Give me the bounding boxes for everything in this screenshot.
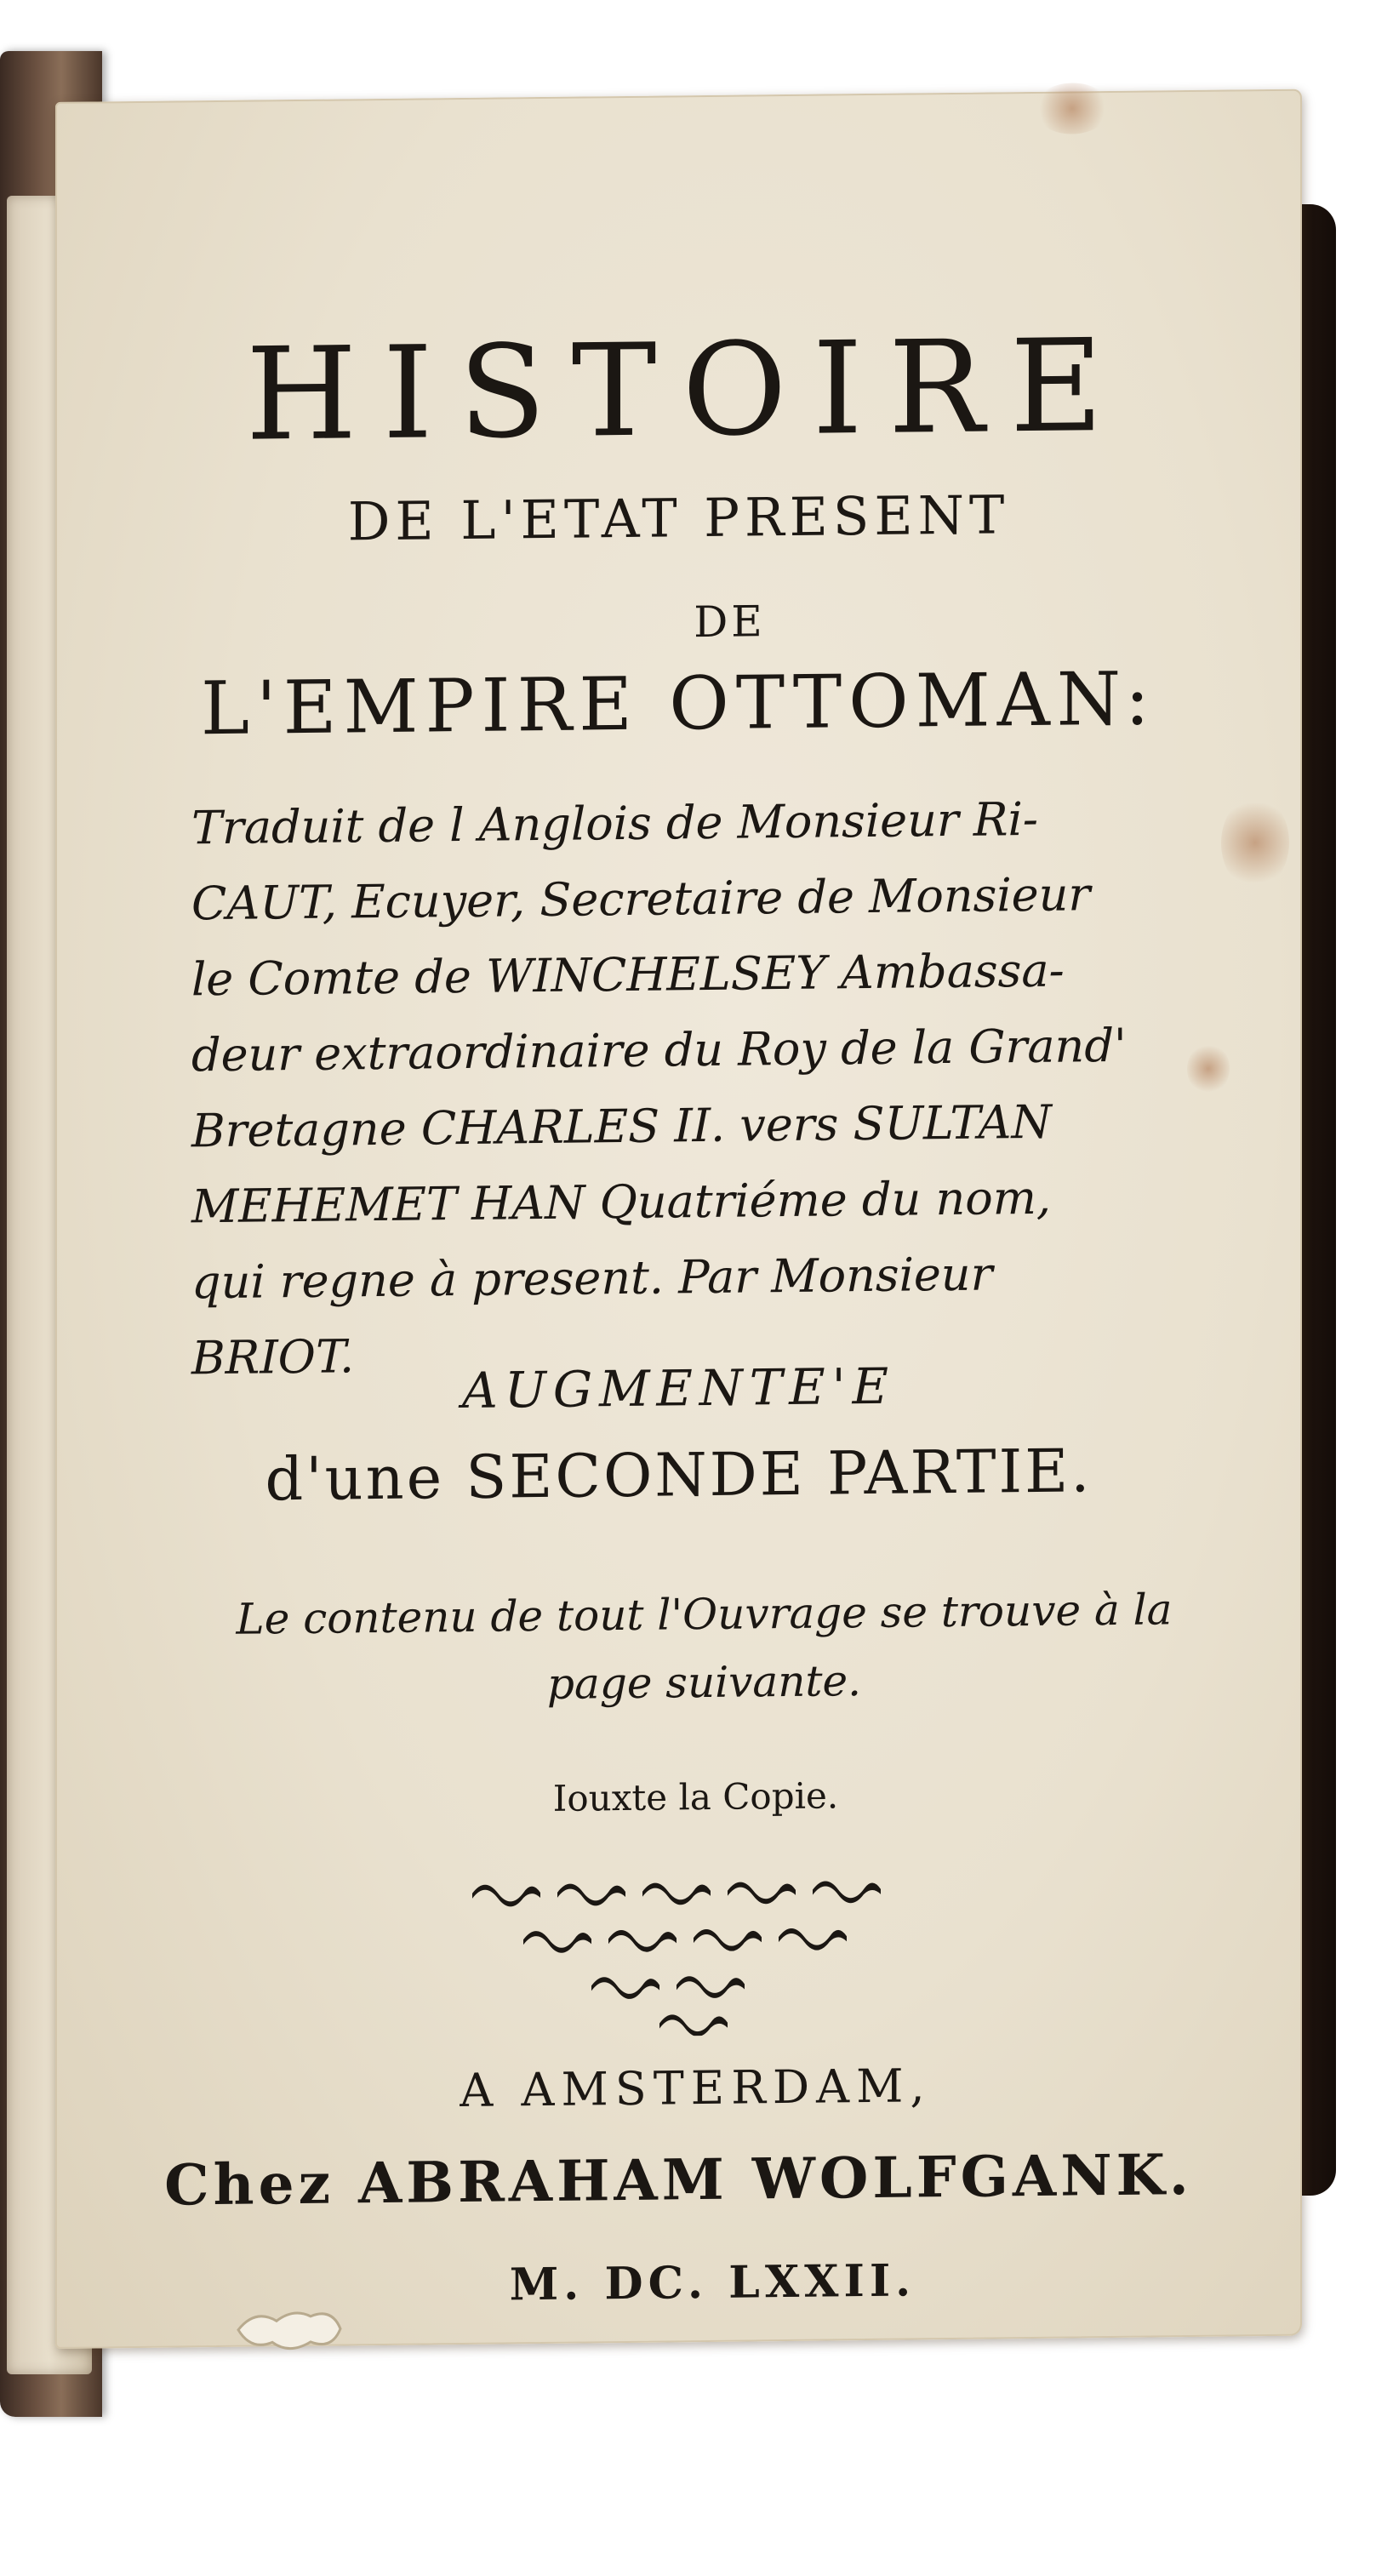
contents-note: Le contenu de tout l'Ouvrage se trouve à la page suivante.: [236, 1585, 1173, 1709]
copy-note: Iouxte la Copie.: [552, 1774, 839, 1819]
subtitle-line: DE L'ETAT PRESENT: [347, 483, 1010, 553]
imprint-year: M. DC. LXXII.: [509, 2254, 916, 2311]
translation-line: qui regne à present. Par Monsieur: [191, 1247, 993, 1310]
imprint-publisher: Chez ABRAHAM WOLFGANK.: [164, 2141, 1193, 2219]
translation-line: Traduit de l Anglois de Monsieur Ri-: [191, 791, 1039, 855]
fleuron-row-top: [472, 1881, 881, 1907]
translation-line: Bretagne CHARLES II. vers SULTAN: [191, 1094, 1052, 1158]
translation-line: BRIOT.: [191, 1329, 355, 1385]
augmented-notice: AUGMENTE'E: [462, 1357, 895, 1419]
translation-line: CAUT, Ecuyer, Secretaire de Monsieur: [191, 867, 1091, 931]
subtitle-line: L'EMPIRE OTTOMAN:: [201, 656, 1156, 752]
translation-line: le Comte de WINCHELSEY Ambassa-: [191, 943, 1065, 1007]
foxing-stain: [1221, 796, 1289, 890]
fleuron-row-bottom: [591, 1976, 745, 2038]
fleuron-row-middle: [523, 1928, 847, 1953]
imprint-place: A AMSTERDAM,: [460, 2059, 932, 2118]
translation-line: deur extraordinaire du Roy de la Grand': [191, 1018, 1127, 1082]
translation-statement: [191, 780, 1196, 1396]
foxing-stain: [1034, 83, 1110, 134]
title-page: [55, 89, 1302, 2349]
book-title: HISTOIRE: [245, 311, 1129, 470]
second-part-notice: d'une SECONDE PARTIE.: [265, 1436, 1093, 1515]
subtitle-line: DE: [694, 597, 766, 648]
fleuron-ornament-icon: [464, 1863, 923, 2038]
paper-tear-icon: [234, 2303, 345, 2355]
translation-line: MEHEMET HAN Quatriéme du nom,: [191, 1170, 1052, 1234]
